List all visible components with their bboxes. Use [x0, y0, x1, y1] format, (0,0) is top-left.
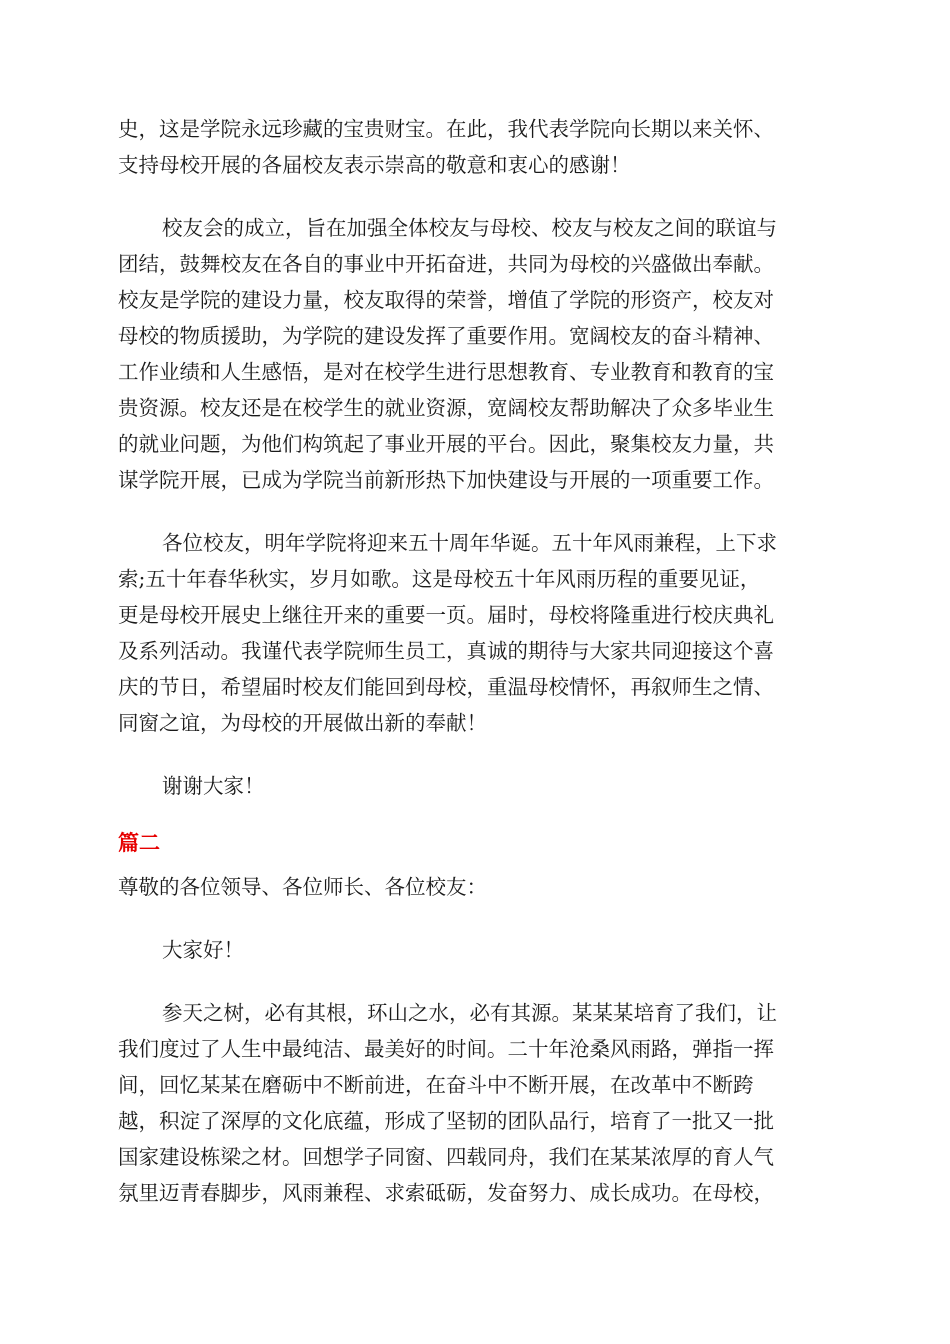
heading-text: 篇二	[118, 831, 160, 855]
section-heading	[118, 825, 838, 861]
text-line: 谢谢大家！	[162, 774, 265, 798]
paragraph-gap	[118, 968, 838, 995]
text-line: 间，回忆某某在磨砺中不断前进，在奋斗中不断开展，在改革中不断跨	[118, 1073, 754, 1097]
text-line: 母校的物质援助，为学院的建设发挥了重要作用。宽阔校友的奋斗精神、	[118, 324, 774, 348]
text-line: 尊敬的各位领导、各位师长、各位校友：	[118, 875, 487, 899]
text-line: 各位校友，明年学院将迎来五十周年华诞。五十年风雨兼程，上下求	[162, 531, 777, 555]
text-line: 同窗之谊，为母校的开展做出新的奉献！	[118, 711, 487, 735]
text-line: 我们度过了人生中最纯洁、最美好的时间。二十年沧桑风雨路，弹指一挥	[118, 1037, 774, 1061]
text-line: 贵资源。校友还是在校学生的就业资源，宽阔校友帮助解决了众多毕业生	[118, 396, 774, 420]
text-line: 及系列活动。我谨代表学院师生员工，真诚的期待与大家共同迎接这个喜	[118, 639, 774, 663]
text-line: 国家建设栋梁之材。回想学子同窗、四载同舟，我们在某某浓厚的育人气	[118, 1145, 774, 1169]
text-line: 越，积淀了深厚的文化底蕴，形成了坚韧的团队品行，培育了一批又一批	[118, 1109, 774, 1133]
text-line: 史，这是学院永远珍藏的宝贵财宝。在此，我代表学院向长期以来关怀、	[118, 117, 774, 141]
paragraph-gap	[118, 804, 838, 825]
paragraph-5	[118, 869, 838, 905]
paragraph-gap	[118, 741, 838, 768]
paragraph-2	[118, 210, 838, 498]
text-line: 庆的节日，希望届时校友们能回到母校，重温母校情怀，再叙师生之情、	[118, 675, 774, 699]
document-body	[118, 111, 838, 1211]
paragraph-gap	[118, 861, 838, 869]
paragraph-7	[118, 995, 838, 1211]
text-line: 索;五十年春华秋实，岁月如歌。这是母校五十年风雨历程的重要见证，	[118, 567, 761, 591]
text-line: 大家好！	[162, 938, 244, 962]
text-line: 支持母校开展的各届校友表示崇高的敬意和衷心的感谢！	[118, 153, 631, 177]
paragraph-4	[118, 768, 838, 804]
paragraph-gap	[118, 905, 838, 932]
paragraph-gap	[118, 183, 838, 210]
text-line: 的就业问题，为他们构筑起了事业开展的平台。因此，聚集校友力量，共	[118, 432, 774, 456]
paragraph-gap	[118, 498, 838, 525]
text-line: 工作业绩和人生感悟，是对在校学生进行思想教育、专业教育和教育的宝	[118, 360, 774, 384]
text-line: 更是母校开展史上继往开来的重要一页。届时，母校将隆重进行校庆典礼	[118, 603, 774, 627]
paragraph-3	[118, 525, 838, 741]
text-line: 参天之树，必有其根，环山之水，必有其源。某某某培育了我们，让	[162, 1001, 777, 1025]
text-line: 团结，鼓舞校友在各自的事业中开拓奋进，共同为母校的兴盛做出奉献。	[118, 252, 774, 276]
text-line: 校友会的成立，旨在加强全体校友与母校、校友与校友之间的联谊与	[162, 216, 777, 240]
paragraph-1	[118, 111, 838, 183]
text-line: 谋学院开展，已成为学院当前新形热下加快建设与开展的一项重要工作。	[118, 468, 774, 492]
paragraph-6	[118, 932, 838, 968]
text-line: 氛里迈青春脚步，风雨兼程、求索砥砺，发奋努力、成长成功。在母校，	[118, 1181, 774, 1205]
text-line: 校友是学院的建设力量，校友取得的荣誉，增值了学院的形资产，校友对	[118, 288, 774, 312]
